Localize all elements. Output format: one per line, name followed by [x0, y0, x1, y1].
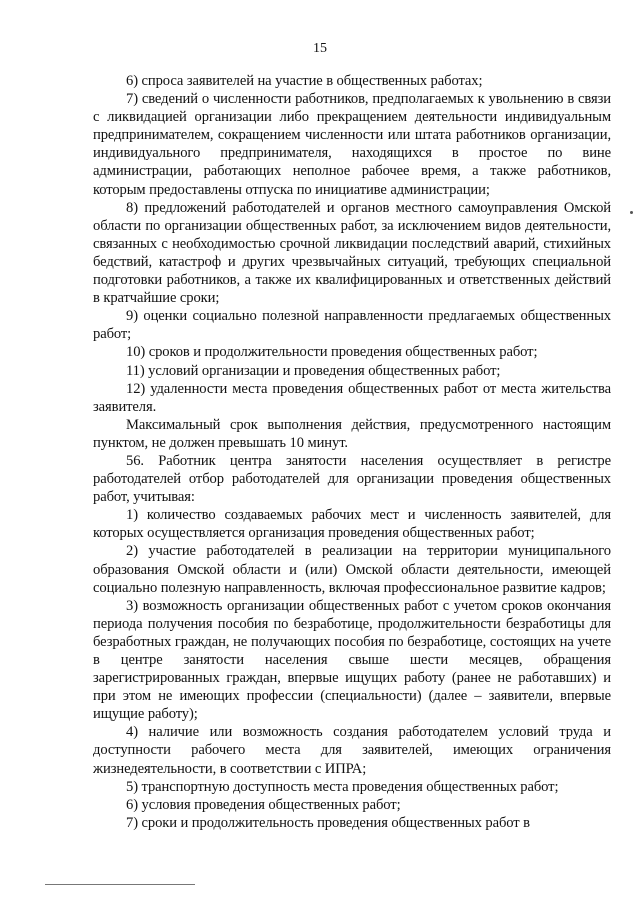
paragraph-item-11: 11) условий организации и проведения общественных работ; — [126, 362, 501, 379]
paragraph-criterion-1: 1) количество создаваемых рабочих мест и численность заявителей, для которых осуществляется организация проведения общественных работ; — [93, 507, 611, 542]
paragraph-criterion-7: 7) сроки и продолжительность проведения общественных работ в — [126, 814, 530, 831]
paragraph-max-time: Максимальный срок выполнения действия, предусмотренного настоящим пунктом, не должен превышать 10 минут. — [93, 416, 611, 451]
paragraph-criterion-6: 6) условия проведения общественных работ; — [126, 796, 401, 813]
paragraph-item-12: 12) удаленности места проведения общественных работ от места жительства заявителя. — [93, 380, 611, 415]
paragraph-criterion-4: 4) наличие или возможность создания работодателем условий труда и доступности рабочего места для заявителей, имеющих ограничения жизнедеятельности, в соответствии с ИПРА; — [93, 724, 611, 777]
footer-rule — [45, 884, 195, 885]
page-number: 15 — [313, 41, 327, 56]
margin-dot — [630, 211, 633, 214]
paragraph-item-9: 9) оценки социально полезной направленности предлагаемых общественных работ; — [93, 308, 611, 343]
paragraph-item-8: 8) предложений работодателей и органов местного самоуправления Омской области по организации общественных работ, за исключением видов деятельности, связанных с необходимостью срочной ликвидации последствий аварий, стихийных бедствий, катастроф и других чрезвычайных ситуаций, требующих специальной подготовки работников, а также их квалифицированных и ответственных действий в кратчайшие сроки; — [93, 199, 611, 307]
paragraph-criterion-3: 3) возможность организации общественных работ с учетом сроков окончания периода получения пособия по безработице, продолжительности безработицы для безработных граждан, не получающих пособия по безработице, состоящих на учете в центре занятости населения свыше шести месяцев, обращения зарегистрированных граждан, впервые ищущих работу (ранее не работавших) и при этом не имеющих профессии (специальности) (далее – заявители, впервые ищущие работу); — [93, 597, 611, 723]
paragraph-item-7: 7) сведений о численности работников, предполагаемых к увольнению в связи с ликвидацией организации либо прекращением деятельности индивидуальным предпринимателем, сокращением численности или штата работников организации, индивидуального предпринимателя, находящихся в простое по вине администрации, работающих неполное рабочее время, а также работников, которым предоставлены отпуска по инициативе администрации; — [93, 91, 611, 198]
paragraph-item-10: 10) сроков и продолжительности проведения общественных работ; — [126, 344, 538, 361]
paragraph-criterion-5: 5) транспортную доступность места проведения общественных работ; — [126, 778, 559, 795]
paragraph-criterion-2: 2) участие работодателей в реализации на территории муниципального образования Омской области и (или) Омской области деятельности, имеющей социально полезную направленность, включая профессиональное развитие кадров; — [93, 543, 611, 596]
body-text — [93, 72, 611, 832]
paragraph-item-6: 6) спроса заявителей на участие в общественных работах; — [126, 73, 483, 89]
paragraph-section-56: 56. Работник центра занятости населения осуществляет в регистре работодателей отбор работодателей для организации проведения общественных работ, учитывая: — [93, 452, 611, 506]
